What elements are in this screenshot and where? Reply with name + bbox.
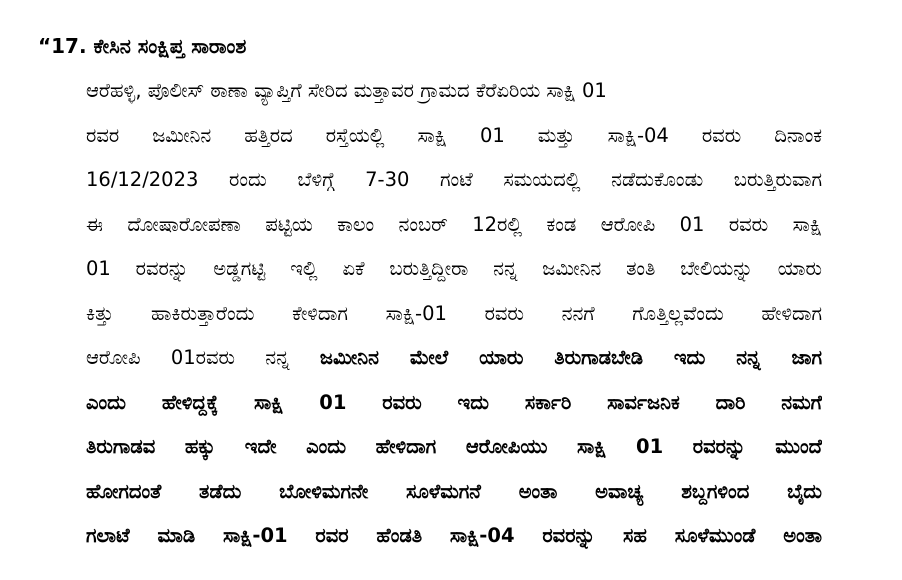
paragraph-line-bold: ಗಲಾಟೆ ಮಾಡಿ ಸಾಕ್ಷಿ-01 ರವರ ಹೆಂಡತಿ ಸಾಕ್ಷಿ-04 ರವರನ್ನು ಸಹ ಸೂಳೆಮುಂಡೆ ಅಂತಾ	[86, 524, 822, 547]
paragraph-line: 01 ರವರನ್ನು ಅಡ್ಡಗಟ್ಟಿ ಇಲ್ಲಿ ಏಕೆ ಬರುತ್ತಿದ್ದೀರಾ ನನ್ನ ಜಮೀನಿನ ತಂತಿ ಬೇಲಿಯನ್ನು ಯಾರು	[86, 257, 822, 280]
paragraph-line: ಈ ದೋಷಾರೋಪಣಾ ಪಟ್ಟಿಯ ಕಾಲಂ ನಂಬರ್ 12ರಲ್ಲಿ ಕಂಡ ಆರೋಪಿ 01 ರವರು ಸಾಕ್ಷಿ	[86, 212, 822, 236]
paragraph-line: 16/12/2023 ರಂದು ಬೆಳಿಗ್ಗೆ 7-30 ಗಂಟೆ ಸಮಯದಲ್ಲಿ ನಡೆದುಕೊಂಡು ಬರುತ್ತಿರುವಾಗ	[86, 168, 822, 191]
paragraph-line: ಆರೆಹಳ್ಳಿ, ಪೊಲೀಸ್ ಠಾಣಾ ವ್ಯಾಪ್ತಿಗೆ ಸೇರಿದ ಮತ್ತಾವರ ಗ್ರಾಮದ ಕೆರೆಏರಿಯ ಸಾಕ್ಷಿ 01	[86, 79, 607, 102]
paragraph-line: ರವರ ಜಮೀನಿನ ಹತ್ತಿರದ ರಸ್ತೆಯಲ್ಲಿ ಸಾಕ್ಷಿ 01 ಮತ್ತು ಸಾಕ್ಷಿ-04 ರವರು ದಿನಾಂಕ	[86, 123, 822, 147]
paragraph-line-bold: ಎಂದು ಹೇಳಿದ್ದಕ್ಕೆ ಸಾಕ್ಷಿ 01 ರವರು ಇದು ಸರ್ಕಾರಿ ಸಾರ್ವಜನಿಕ ದಾರಿ ನಮಗೆ	[86, 390, 822, 414]
paragraph-line: ಕಿತ್ತು ಹಾಕಿರುತ್ತಾರೆಂದು ಕೇಳಿದಾಗ ಸಾಕ್ಷಿ-01 ರವರು ನನಗೆ ಗೊತ್ತಿಲ್ಲವೆಂದು ಹೇಳಿದಾಗ	[86, 301, 822, 325]
paragraph-line-mixed	[86, 339, 822, 384]
line-bold-part: ಜಮೀನಿನ ಮೇಲೆ ಯಾರು ತಿರುಗಾಡಬೇಡಿ ಇದು ನನ್ನ ಜಾಗ	[319, 346, 822, 369]
section-heading: “17. ಕೇಸಿನ ಸಂಕ್ಷಿಪ್ತ ಸಾರಾಂಶ	[38, 34, 247, 58]
summary-paragraph	[86, 72, 822, 562]
paragraph-line-bold: ಹೋಗದಂತೆ ತಡೆದು ಬೋಳಿಮಗನೇ ಸೂಳೆಮಗನೆ ಅಂತಾ ಅವಾಚ್ಯ ಶಬ್ದಗಳಿಂದ ಬೈದು	[86, 479, 822, 503]
line-normal-part: ಆರೋಪಿ 01ರವರು ನನ್ನ	[86, 346, 320, 369]
paragraph-line-bold: ತಿರುಗಾಡವ ಹಕ್ಕು ಇದೇ ಎಂದು ಹೇಳಿದಾಗ ಆರೋಪಿಯು ಸಾಕ್ಷಿ 01 ರವರನ್ನು ಮುಂದೆ	[86, 435, 822, 458]
